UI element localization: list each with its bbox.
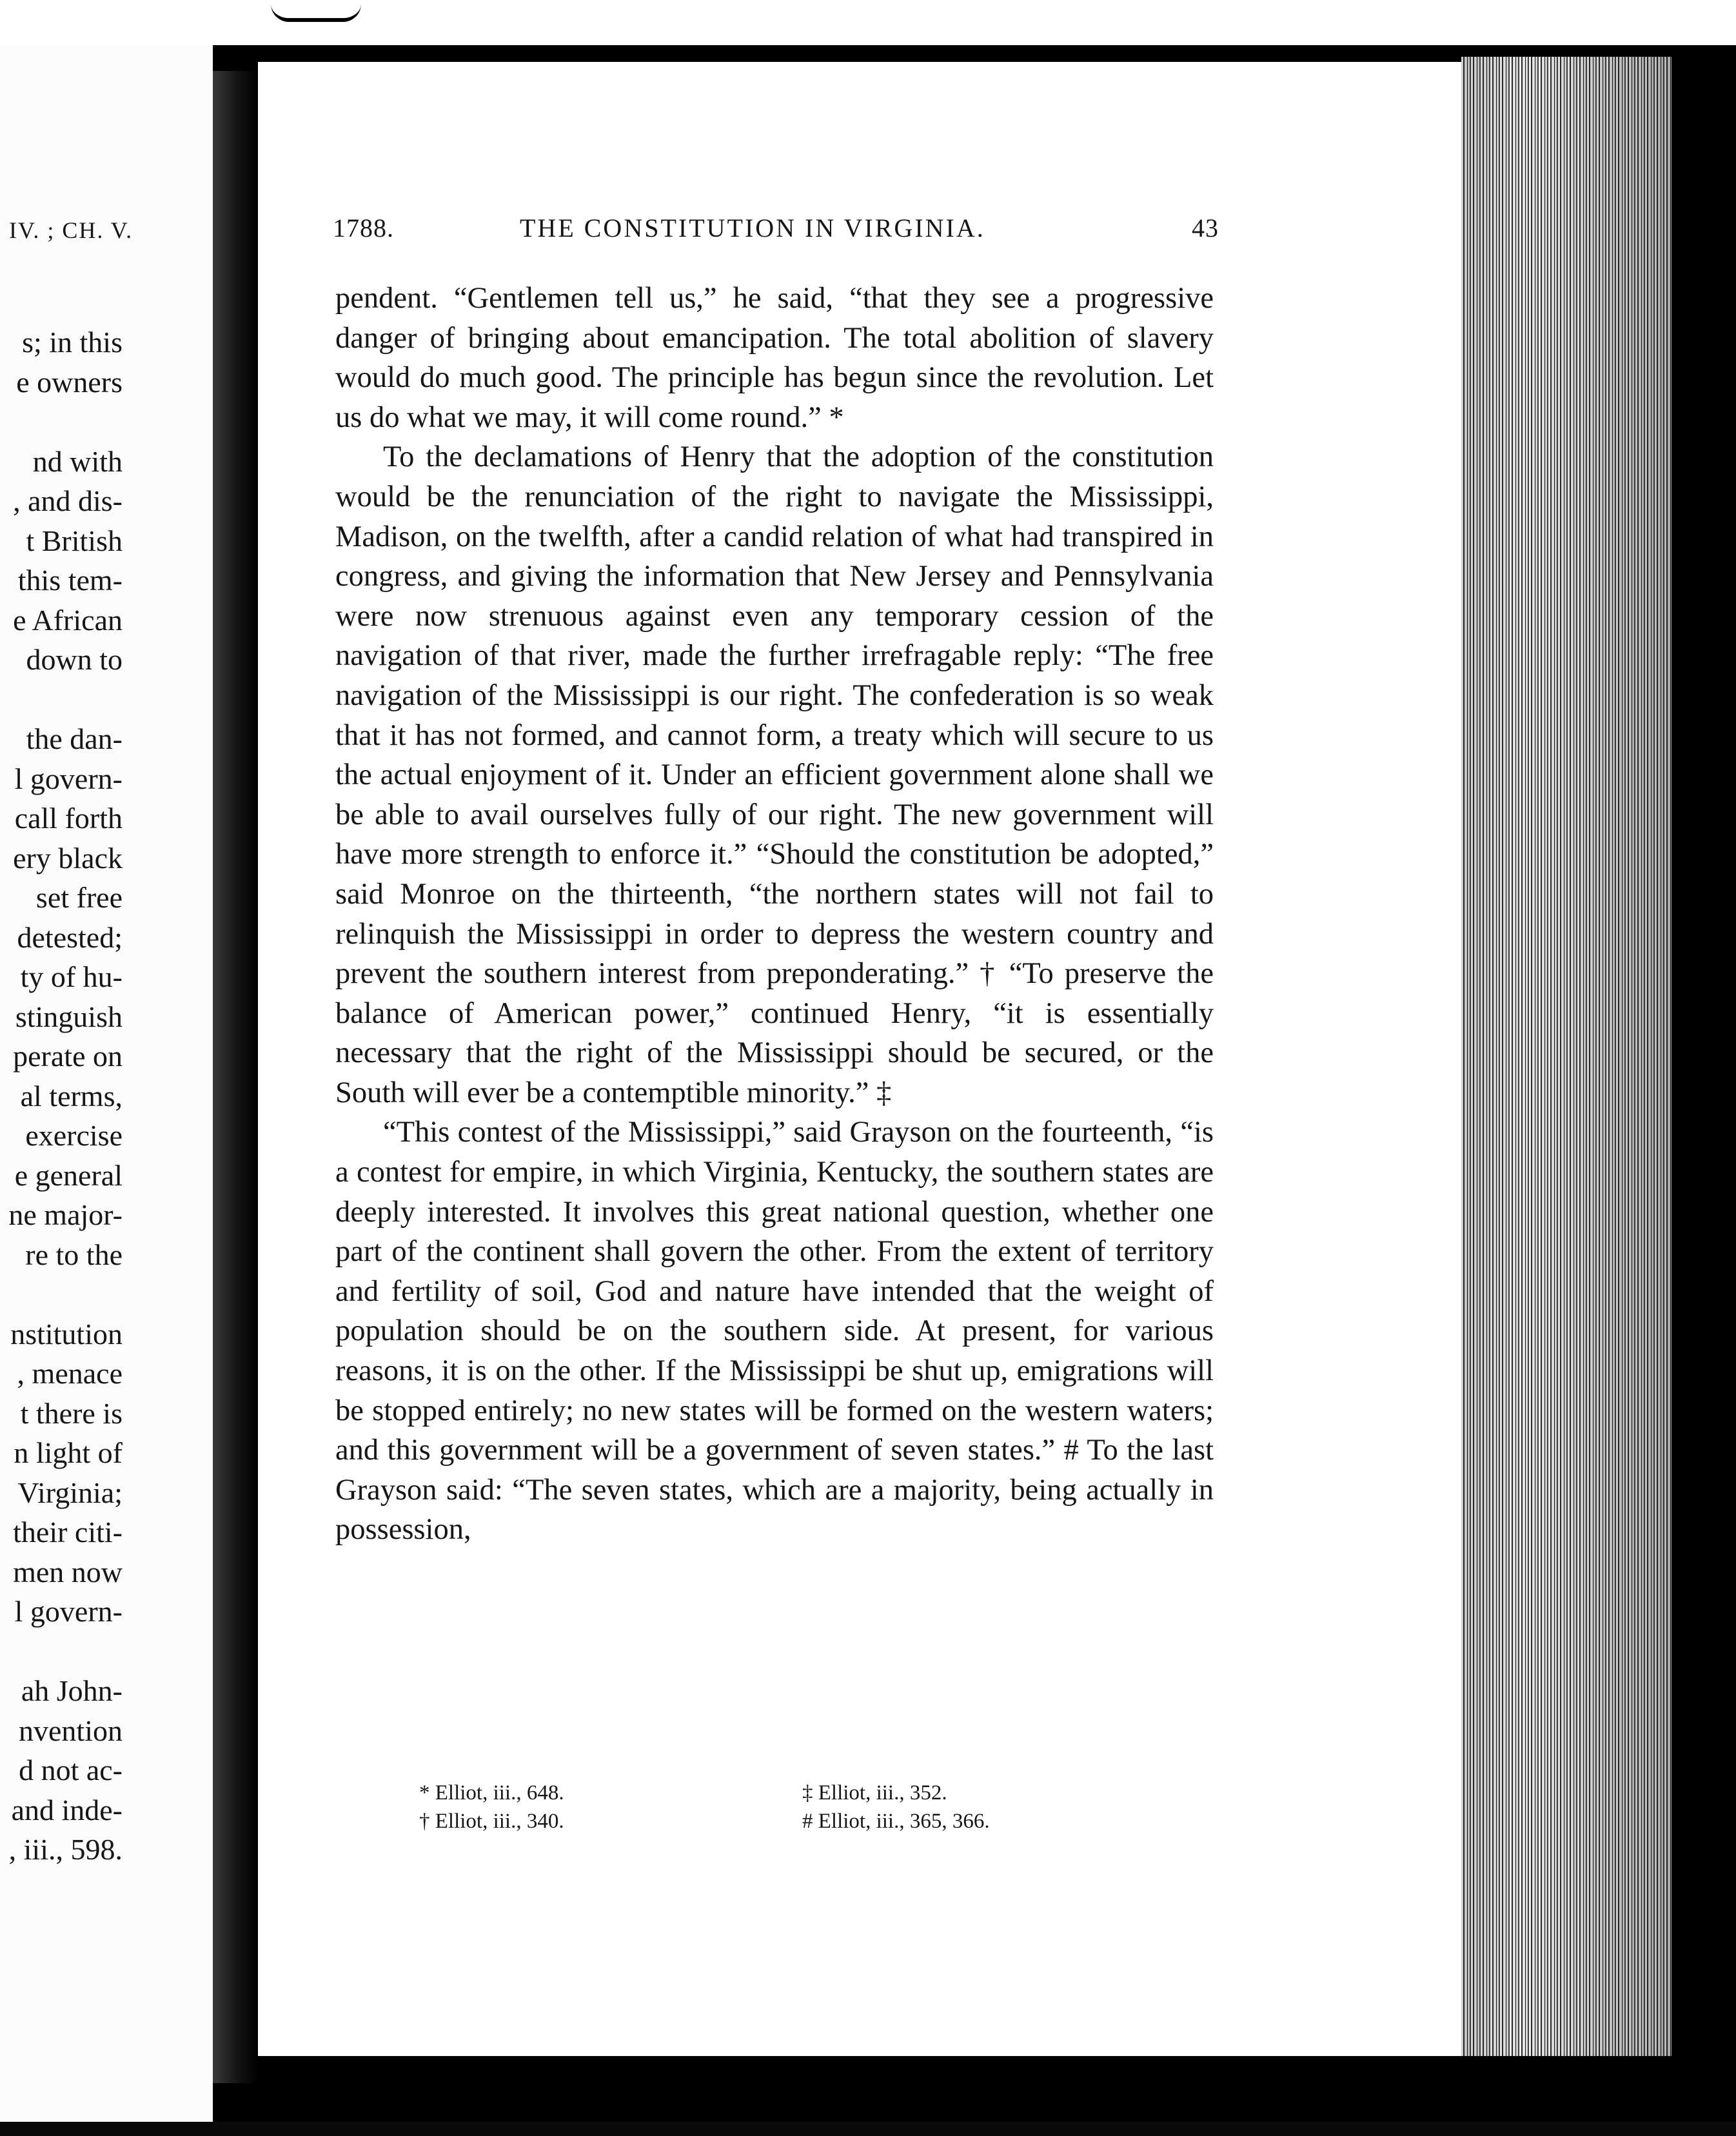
left-page-line xyxy=(8,402,123,442)
left-page-line: the dan- xyxy=(26,722,123,755)
left-page-line: , menace xyxy=(17,1357,123,1390)
left-page-line xyxy=(8,1632,123,1672)
left-page-line: nvention xyxy=(19,1714,123,1747)
running-head-title: THE CONSTITUTION IN VIRGINIA. xyxy=(520,213,985,242)
footnote: # Elliot, iii., 365, 366. xyxy=(802,1810,990,1833)
left-page-line: detested; xyxy=(17,920,123,954)
footnote: † Elliot, iii., 340. xyxy=(419,1810,564,1833)
body-text xyxy=(335,279,1214,1550)
left-page-line: e general xyxy=(14,1158,123,1192)
book-gutter xyxy=(213,71,258,2083)
left-page-line: n light of xyxy=(14,1436,123,1469)
page-number: 43 xyxy=(1192,213,1219,242)
scan-bottom-margin xyxy=(0,2122,1736,2136)
running-head-year: 1788. xyxy=(333,213,394,242)
left-page-line: perate on xyxy=(13,1040,123,1073)
left-page-line: al terms, xyxy=(20,1079,123,1112)
left-page-line: l govern- xyxy=(14,1595,123,1628)
footnote: * Elliot, iii., 648. xyxy=(419,1781,564,1805)
left-page-line: , iii., 598. xyxy=(8,1833,123,1866)
left-page-line: re to the xyxy=(25,1238,123,1271)
left-page-line: men now xyxy=(13,1555,123,1588)
left-page-line: ty of hu- xyxy=(20,960,123,993)
left-page-line: their citi- xyxy=(13,1516,123,1548)
facing-page-left xyxy=(0,45,213,2122)
running-head xyxy=(333,213,1219,249)
left-page-line: e African xyxy=(13,603,123,637)
left-page-line: Virginia; xyxy=(17,1476,123,1509)
left-page-header: IV. ; CH. V. xyxy=(9,217,133,243)
paragraph: “This contest of the Mississippi,” said Grayson on the fourteenth, “is a contest for empire, in which Virginia, Kentucky, the southern states are deeply interested. It involves this great national question, whether one part of the continent shall govern the other. From the extent of territory and fertility of soil, God and nature have intended that the weight of population should be on the southern side. At present, for various reasons, it is on the other. If the Mississippi be shut up, emigrations will be stopped entirely; no new states will be formed on the western waters; and this government will be a government of seven states.” # To the last Grayson said: “The seven states, which are a majority, being actually in possession, xyxy=(335,1116,1214,1547)
left-page-text xyxy=(8,322,123,1870)
left-page-line: ah John- xyxy=(21,1674,123,1707)
left-page-line: stinguish xyxy=(15,1000,123,1033)
scan-mark xyxy=(271,4,361,22)
left-page-line xyxy=(8,1274,123,1314)
left-page-line: nd with xyxy=(32,444,123,478)
left-page-line: d not ac- xyxy=(19,1754,123,1786)
left-page-line: ne major- xyxy=(8,1198,123,1231)
page-edges-shade xyxy=(1461,57,1672,2056)
left-page-line: set free xyxy=(35,881,123,914)
left-page-line: exercise xyxy=(25,1119,123,1152)
left-page-line: t British xyxy=(26,524,123,557)
left-page-line: e owners xyxy=(16,365,123,399)
footnote: ‡ Elliot, iii., 352. xyxy=(802,1781,947,1805)
left-page-line: nstitution xyxy=(10,1317,123,1350)
left-page-line: l govern- xyxy=(14,762,123,795)
left-page-line: this tem- xyxy=(17,564,123,597)
left-page-line: down to xyxy=(19,643,123,676)
left-page-line: call forth xyxy=(14,802,123,835)
left-page-line xyxy=(8,680,123,720)
left-page-line: ery black xyxy=(13,841,123,875)
left-page-line: and inde- xyxy=(11,1793,123,1826)
paragraph: To the declamations of Henry that the adoption of the constitution would be the renunciation of the right to navigate the Mississippi, Madison, on the twelfth, after a candid relation of what had transpired in congress, and giving the information that New Jersey and Pennsylvania were now strenuous against even any temporary cession of the navigation of that river, made the further irrefragable reply: “The free navigation of the Mississippi is our right. The confederation is so weak that it has not formed, and cannot form, a treaty which will secure to us the actual enjoyment of it. Under an efficient government alone shall we be able to avail ourselves fully of our right. The new government will have more strength to enforce it.” “Should the constitution be adopted,” said Monroe on the thirteenth, “the northern states will not fail to relinquish the Mississippi in order to depress the western country and prevent the southern interest from preponderating.” † “To preserve the balance of American power,” continued Henry, “it is essentially necessary that the right of the Mississippi should be secured, or the South will ever be a contemptible minority.” ‡ xyxy=(335,440,1214,1109)
paragraph: pendent. “Gentlemen tell us,” he said, “that they see a progressive danger of bringing about emancipation. The total abolition of slavery would do much good. The principle has begun since the revolution. Let us do what we may, it will come round.” * xyxy=(335,282,1214,434)
left-page-line: s; in this xyxy=(22,326,123,359)
scan-top-margin xyxy=(0,0,1736,45)
left-page-line: , and dis- xyxy=(13,484,123,517)
left-page-line: t there is xyxy=(20,1396,123,1430)
